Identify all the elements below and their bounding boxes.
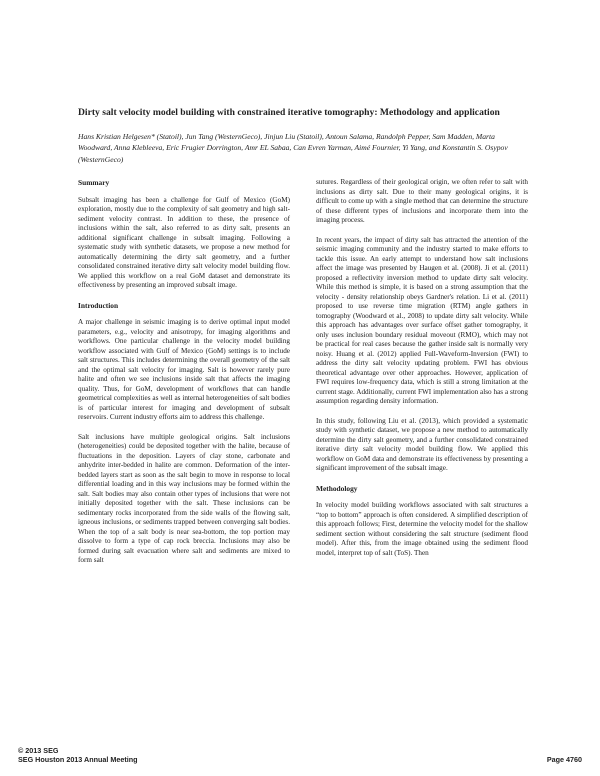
introduction-paragraph-1: A major challenge in seismic imaging is to derive optimal input model parameters, e.g., velocity and anisotropy, for imaging algorithms and workflows. One particular challenge in the velocity model building workflow associated with Gulf of Mexico (GoM) settings is to include salt structures. This includes determining the overall geometry of the salt and the optimal salt velocity for imaging. Salt is however rarely pure halite and often we see inclusions inside salt that affects the imaging quality. Thus, for GoM, development of workflows that can handle geometrical complexities as well as internal heterogeneities of salt bodies is of particular interest for imaging and development of subsalt reservoirs. Current industry efforts aim to address this challenge. — [78, 318, 290, 421]
introduction-paragraph-4: In recent years, the impact of dirty salt has attracted the attention of the seismic imaging community and the industry started to make efforts to tackle this issue. An early attempt to understand how salt inclusions affect the image was presented by Haugen et al. (2008). Ji et al. (2011) proposed a reflectivity inversion method to update dirty salt velocity. While this method is simple, it is based on a strong assumption that the velocity - density relationship obeys Gardner's relation. Li et al. (2011) proposed to use reverse time migration (RTM) angle gathers in tomography (Woodward et al., 2008) to update dirty salt velocity. While this approach has advantages over surface offset gather tomography, it only uses inclusion boundary residual moveout (RMO), which may not be practical for real cases because the gather inside salt is normally very noisy. Huang et al. (2012) applied Full-Waveform-Inversion (FWI) to address the dirty salt velocity updating problem. FWI has obvious theoretical advantage over other approaches. However, application of FWI requires low-frequency data, which is still a strong limitation at the current stage. Additionally, current FWI implementation also has a strong assumption regarding density information. — [316, 235, 528, 405]
summary-paragraph: Subsalt imaging has been a challenge for Gulf of Mexico (GoM) exploration, mostly due to the complexity of salt geometry and high salt-sediment velocity contrast. In addition to these, the presence of inclusions within the salt, also referred to as dirty salt, presents an additional significant challenge in subsalt imaging. Following a systematic study with synthetic datasets, we propose a new method for automatically determining the dirty salt geometry, and a further consolidated constrained iterative dirty salt velocity model building flow. We applied this workflow on a real GoM dataset and demonstrate its effectiveness by presenting an improved subsalt image. — [78, 195, 290, 289]
footer-meeting: SEG Houston 2013 Annual Meeting — [18, 755, 138, 764]
introduction-paragraph-5: In this study, following Liu et al. (2013), which provided a systematic study with synthetic dataset, we propose a new method to automatically determine the dirty salt geometry, and a further consolidated constrained iterative dirty salt velocity model building flow. We applied this workflow on GoM data and demonstrate its effectiveness by presenting a significant improvement of the subsalt image. — [316, 416, 528, 472]
left-column — [78, 178, 290, 576]
introduction-paragraph-2: Salt inclusions have multiple geological origins. Salt inclusions (heterogeneities) could be deposited together with the halite, because of fluctuations in the deposition. Layers of clay stone, carbonate and anhydrite inter-bedded in halite are common. Deformation of the inter-bedded layers start as soon as the salt begin to move in response to local differential loading and in this way inclusions may be formed within the salt. Salt bodies may also contain other types of inclusions that were not initially deposited together with the salt. These inclusions can be sedimentary rocks incorporated from the side walls of the flowing salt, igneous inclusions, or sediments trapped between converging salt bodies. When the top of a salt body is near sea-bottom, the top portion may dissolve to form a type of cap rock breccia. Inclusions may also be formed during salt evacuation where salt and sediments are mixed to form salt — [78, 432, 290, 564]
footer-page-number: Page 4760 — [546, 755, 582, 764]
introduction-heading: Introduction — [78, 300, 119, 310]
footer-copyright: © 2013 SEG — [18, 746, 59, 755]
paper-title: Dirty salt velocity model building with constrained iterative tomography: Methodology and application — [78, 107, 500, 118]
introduction-paragraph-3: sutures. Regardless of their geological origin, we often refer to salt with inclusions as dirty salt. Due to their many geological origins, it is difficult to come up with a single method that can determine the structure of these different types of inclusions and incorporate them into the imaging process. — [316, 178, 528, 224]
methodology-paragraph: In velocity model building workflows associated with salt structures a “top to bottom” approach is often considered. A simplified description of this approach follows; First, determine the velocity model for the shallow sediment section without considering the salt structure (sediment flood model). After this, from the image obtained using the sediment flood model, interpret top of salt (ToS). Then — [316, 501, 528, 557]
right-column — [316, 178, 528, 568]
page-footer — [18, 746, 582, 764]
methodology-heading: Methodology — [316, 483, 358, 493]
summary-heading: Summary — [78, 178, 110, 187]
author-list: Hans Kristian Helgesen* (Statoil), Jun Tang (WesternGeco), Jinjun Liu (Statoil), Antoun Salama, Randolph Pepper, Sam Madden, Marta Woodward, Anna Klebleeva, Eric Frugier Dorrington, Amr EL Sabaa, Can Evren Yarman, Aimé Fournier, Yi Yang, and Konstantin S. Osypov (WesternGeco) — [78, 132, 508, 164]
